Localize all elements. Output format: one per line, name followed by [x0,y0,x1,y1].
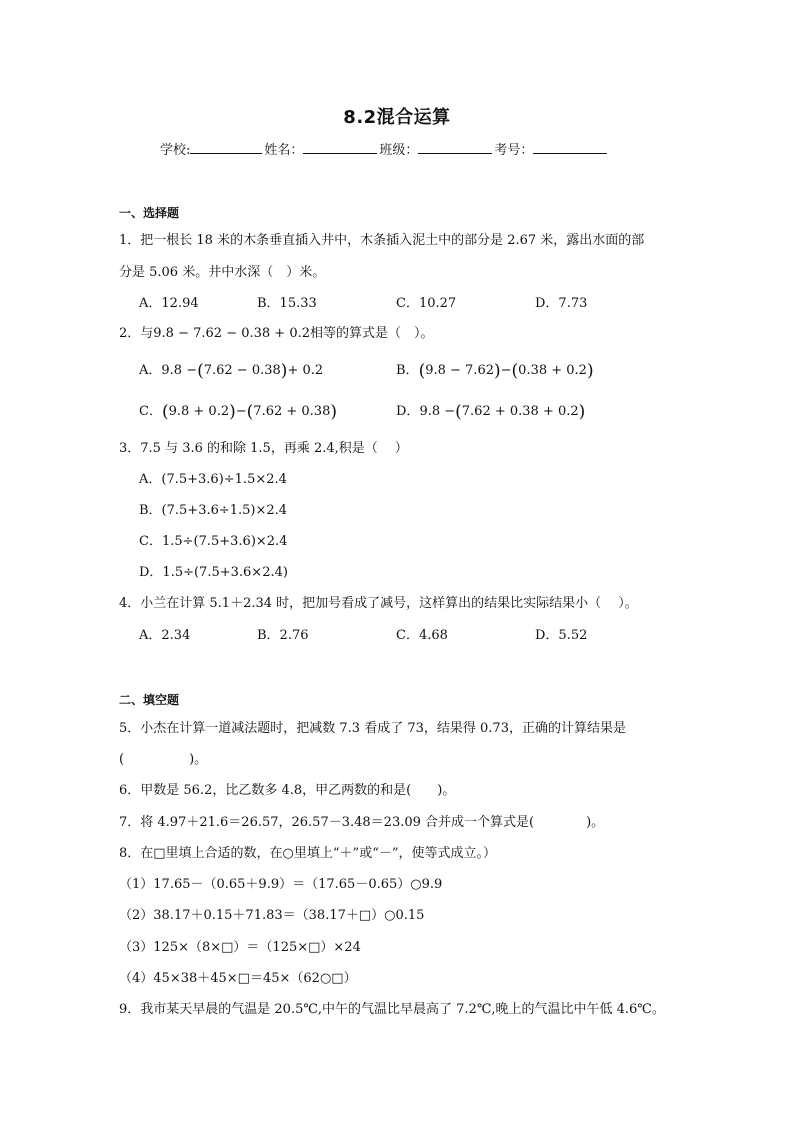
exam-number-blank[interactable] [533,139,607,154]
question-4-option-c[interactable]: C．4.68 [396,628,448,643]
option-a-label: A． [139,363,162,378]
option-c-inner-1: 9.8 + 0.2 [168,404,230,419]
right-paren-symbol: ) [493,361,501,381]
left-paren-symbol: ( [161,402,169,422]
left-paren-symbol: ( [197,361,204,381]
question-8-item-2: （2）38.17＋0.15＋71.83＝（38.17＋□）○0.15 [119,908,425,923]
option-d-prefix: 9.8 − [419,404,456,419]
option-c-inner-2: 7.62 + 0.38 [253,404,331,419]
question-5-line-1: 5．小杰在计算一道减法题时，把减数 7.3 看成了 73，结果得 0.73，正确的计算结果是 [119,721,626,736]
option-b-inner-2: 0.38 + 0.2 [518,363,587,378]
question-1-line-2: 分是 5.06 米。井中水深（ ）米。 [119,265,326,280]
class-blank[interactable] [418,139,492,154]
left-paren-symbol: ( [246,402,254,422]
question-2-option-c[interactable] [139,400,337,421]
option-a-suffix: + 0.2 [287,363,324,378]
question-4-option-b[interactable]: B．2.76 [257,628,309,643]
section-heading-choice: 一、选择题 [119,206,180,220]
exam-number-label: 考号： [494,143,534,158]
question-3-option-c[interactable]: C．1.5÷(7.5+3.6)×2.4 [139,534,288,549]
question-2-option-a[interactable] [139,359,323,380]
option-d-label: D． [396,404,420,419]
left-paren-symbol: ( [418,361,426,381]
student-info-line [160,139,609,158]
option-d-inner: 7.62 + 0.38 + 0.2 [461,404,579,419]
question-4-option-d[interactable]: D．5.52 [535,628,588,643]
question-3-stem: 3．7.5 与 3.6 的和除 1.5，再乘 2.4,积是（ ） [119,441,408,456]
question-4-stem: 4．小兰在计算 5.1＋2.34 时，把加号看成了减号，这样算出的结果比实际结果小（ ）。 [119,596,638,611]
right-paren-symbol: ) [330,402,337,422]
option-c-minus: − [235,404,247,419]
school-blank[interactable] [190,139,262,154]
option-b-minus: − [500,363,512,378]
option-b-label: B． [396,363,419,378]
section-heading-fill-in: 二、填空题 [119,693,180,707]
question-8-stem: 8．在□里填上合适的数，在○里填上“＋”或“－”，使等式成立。） [119,846,496,861]
question-1-option-a[interactable]: A．12.94 [139,296,199,311]
question-3-option-d[interactable]: D．1.5÷(7.5+3.6×2.4) [139,565,288,580]
right-paren-symbol: ) [229,402,236,422]
class-label: 班级： [379,143,419,158]
question-2-stem [119,322,434,341]
question-2-stem-suffix: 相等的算式是（ ）。 [310,326,434,341]
question-9: 9．我市某天早晨的气温是 20.5℃,中午的气温比早晨高了 7.2℃,晚上的气温比中午低 4.6℃。 [119,1002,665,1017]
question-1-option-b[interactable]: B．15.33 [257,296,317,311]
question-1-line-1: 1．把一根长 18 米的木条垂直插入井中，木条插入泥土中的部分是 2.67 米，露出水面的部 [119,233,645,248]
question-2-stem-expression: 9.8 − 7.62 − 0.38 + 0.2 [153,326,310,341]
question-8-item-1: （1）17.65－（0.65＋9.9）＝（17.65－0.65）○9.9 [119,877,443,892]
question-3-option-a[interactable]: A．(7.5+3.6)÷1.5×2.4 [139,472,287,487]
question-7: 7．将 4.97＋21.6＝26.57，26.57－3.48＝23.09 合并成一个算式是( )。 [119,815,605,830]
right-paren-symbol: ) [578,402,586,422]
option-b-inner-1: 9.8 − 7.62 [425,363,494,378]
page-title: 8.2混合运算 [343,107,451,128]
question-1-option-c[interactable]: C．10.27 [396,296,457,311]
question-8-item-3: （3）125×（8×□）＝（125×□）×24 [119,940,361,955]
question-6: 6．甲数是 56.2，比乙数多 4.8，甲乙两数的和是( )。 [119,783,456,798]
school-label: 学校: [160,143,191,158]
name-blank[interactable] [303,139,377,154]
right-paren-symbol: ) [586,361,594,381]
question-8-item-4: （4）45×38＋45×□＝45×（62○□） [119,971,357,986]
question-1-option-d[interactable]: D．7.73 [535,296,588,311]
name-label: 姓名： [264,143,304,158]
right-paren-symbol: ) [280,361,288,381]
question-3-option-b[interactable]: B．(7.5+3.6÷1.5)×2.4 [139,503,288,518]
question-4-option-a[interactable]: A．2.34 [139,628,191,643]
question-2-stem-prefix: 2．与 [119,326,154,341]
left-paren-symbol: ( [455,402,462,422]
question-5-line-2: ( )。 [119,752,208,767]
left-paren-symbol: ( [511,361,519,381]
option-a-prefix: 9.8 − [161,363,198,378]
option-c-label: C． [139,404,162,419]
question-2-option-b[interactable] [396,359,594,380]
option-a-inner: 7.62 − 0.38 [203,363,281,378]
question-2-option-d[interactable] [396,400,585,421]
